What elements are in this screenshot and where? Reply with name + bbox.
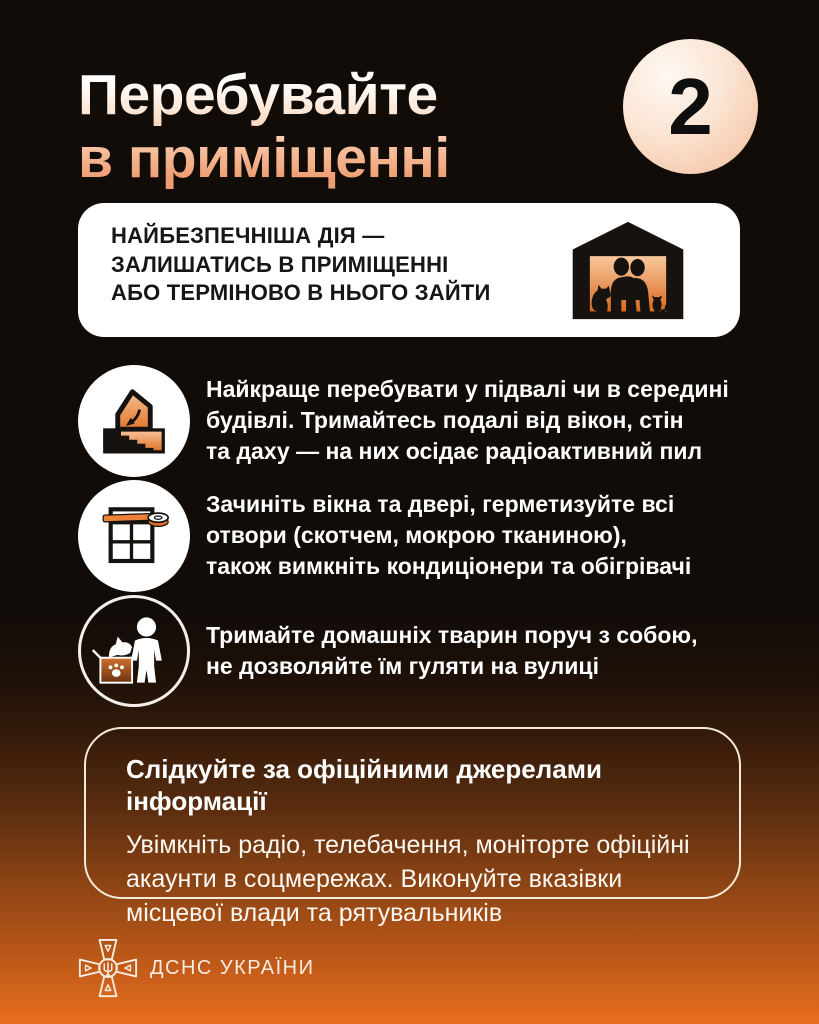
tip3-line1: Тримайте домашніх тварин поруч з собою, <box>206 621 698 648</box>
tip3-line2: не дозволяйте їм гуляти на вулиці <box>206 652 599 679</box>
tip-row-pets <box>78 594 750 707</box>
tip-row-windows <box>78 479 750 592</box>
official-sources-box <box>84 727 741 927</box>
tip-text-basement <box>206 374 729 467</box>
step-number: 2 <box>668 61 713 151</box>
tip1-line1: Найкраще перебувати у підвалі чи в середині <box>206 376 729 402</box>
highlight-line-1: НАЙБЕЗПЕЧНІША ДІЯ — <box>111 223 385 248</box>
tip2-line1: Зачиніть вікна та двері, герметизуйте всі <box>206 491 675 517</box>
tip2-line2: отвори (скотчем, мокрою тканиною), <box>206 522 627 548</box>
tip1-line3: та даху — на них осідає радіоактивний пил <box>206 438 703 464</box>
highlight-line-2: ЗАЛИШАТИСЬ В ПРИМІЩЕННІ <box>111 251 449 277</box>
page-title-line2: в приміщенні <box>78 126 450 191</box>
family-in-house-icon <box>566 218 690 326</box>
tip1-line2: будівлі. Тримайтесь подалі від вікон, стін <box>206 407 684 433</box>
infobox-line1: Увімкніть радіо, телебачення, моніторте офіційні <box>126 831 690 859</box>
step-number-badge <box>623 39 758 174</box>
tip-text-windows <box>206 489 691 582</box>
tip2-line3: також вимкніть кондиціонери та обігрівачі <box>206 553 692 579</box>
highlight-card-text <box>111 222 491 308</box>
official-sources-body <box>126 828 699 930</box>
official-sources-title: Слідкуйте за офіційними джерелами інформації <box>126 754 602 816</box>
tip-row-basement <box>78 364 750 477</box>
person-with-pet-icon <box>78 595 190 707</box>
tip-text-pets <box>206 620 697 682</box>
house-basement-icon <box>78 365 190 477</box>
sealed-window-tape-icon <box>78 480 190 592</box>
highlight-card <box>78 203 740 337</box>
footer <box>78 938 315 998</box>
infobox-line3: місцевої влади та рятувальників <box>126 899 503 927</box>
page-title-line1: Перебувайте <box>78 63 438 128</box>
page-title <box>78 64 450 190</box>
footer-org-name: ДСНС УКРАЇНИ <box>150 956 315 979</box>
infobox-line2: акаунти в соцмережах. Виконуйте вказівки <box>126 865 623 893</box>
dsns-emblem-icon <box>78 938 138 998</box>
highlight-line-3: АБО ТЕРМІНОВО В НЬОГО ЗАЙТИ <box>111 280 491 305</box>
